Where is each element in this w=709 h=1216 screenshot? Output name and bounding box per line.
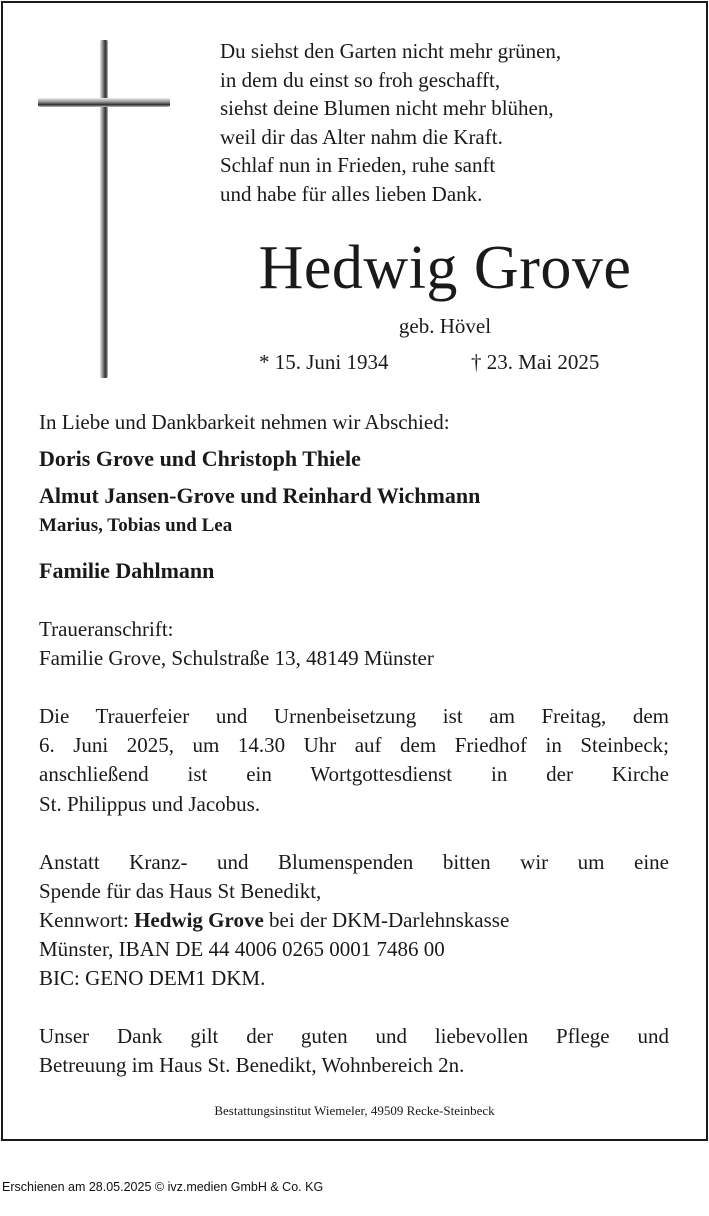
poem-line: Du siehst den Garten nicht mehr grünen,: [220, 39, 562, 63]
birth-date: * 15. Juni 1934: [259, 350, 389, 374]
cross-icon: [38, 40, 170, 378]
kennwort-prefix: Kennwort:: [39, 908, 135, 932]
poem-line: Schlaf nun in Frieden, ruhe sanft: [220, 153, 496, 178]
ceremony-line: anschließend ist ein Wortgottesdienst in der Kirche: [39, 762, 669, 786]
undertaker: Bestattungsinstitut Wiemeler, 49509 Recke-Steinbeck: [214, 1103, 495, 1118]
kennwort-name: Hedwig Grove: [134, 908, 264, 932]
thanks-line: Betreuung im Haus St. Benedikt, Wohnbereich 2n.: [39, 1053, 465, 1077]
ceremony-line: Die Trauerfeier und Urnenbeisetzung ist am Freitag, dem: [39, 704, 669, 728]
mourners-intro: In Liebe und Dankbarkeit nehmen wir Abschied:: [39, 410, 450, 434]
mourner-family-3: Familie Dahlmann: [39, 558, 215, 583]
death-date: † 23. Mai 2025: [471, 350, 600, 374]
poem-line: und habe für alles lieben Dank.: [220, 181, 483, 206]
poem-line: siehst deine Blumen nicht mehr blühen,: [220, 96, 554, 121]
kennwort-suffix: bei der DKM-Darlehnskasse: [263, 908, 510, 932]
poem-line: in dem du einst so froh geschafft,: [220, 67, 501, 92]
address-value: Familie Grove, Schulstraße 13, 48149 Münster: [39, 646, 434, 670]
donation-bic: BIC: GENO DEM1 DKM.: [39, 966, 266, 990]
publication-credit: Erschienen am 28.05.2025 © ivz.medien GmbH & Co. KG: [2, 1180, 324, 1194]
thanks-line: Unser Dank gilt der guten und liebevollen Pflege und: [39, 1024, 669, 1048]
mourner-family-1: Doris Grove und Christoph Thiele: [39, 446, 361, 471]
donation-kennwort: [39, 906, 669, 936]
poem-line: weil dir das Alter nahm die Kraft.: [220, 124, 503, 149]
maiden-name: geb. Hövel: [398, 314, 492, 338]
address-label: Traueranschrift:: [39, 617, 174, 641]
ceremony-line: 6. Juni 2025, um 14.30 Uhr auf dem Friedhof in Steinbeck;: [39, 733, 669, 757]
mourner-family-2: Almut Jansen-Grove und Reinhard Wichmann: [39, 483, 481, 508]
grandchildren: Marius, Tobias und Lea: [39, 515, 233, 536]
donation-iban: Münster, IBAN DE 44 4006 0265 0001 7486 00: [39, 937, 445, 961]
poem: [220, 37, 561, 209]
donation-line: Spende für das Haus St Benedikt,: [39, 879, 322, 903]
donation-line: Anstatt Kranz- und Blumenspenden bitten wir um eine: [39, 850, 669, 874]
deceased-name: Hedwig Grove: [258, 234, 632, 302]
ceremony-line: St. Philippus und Jacobus.: [39, 792, 261, 816]
